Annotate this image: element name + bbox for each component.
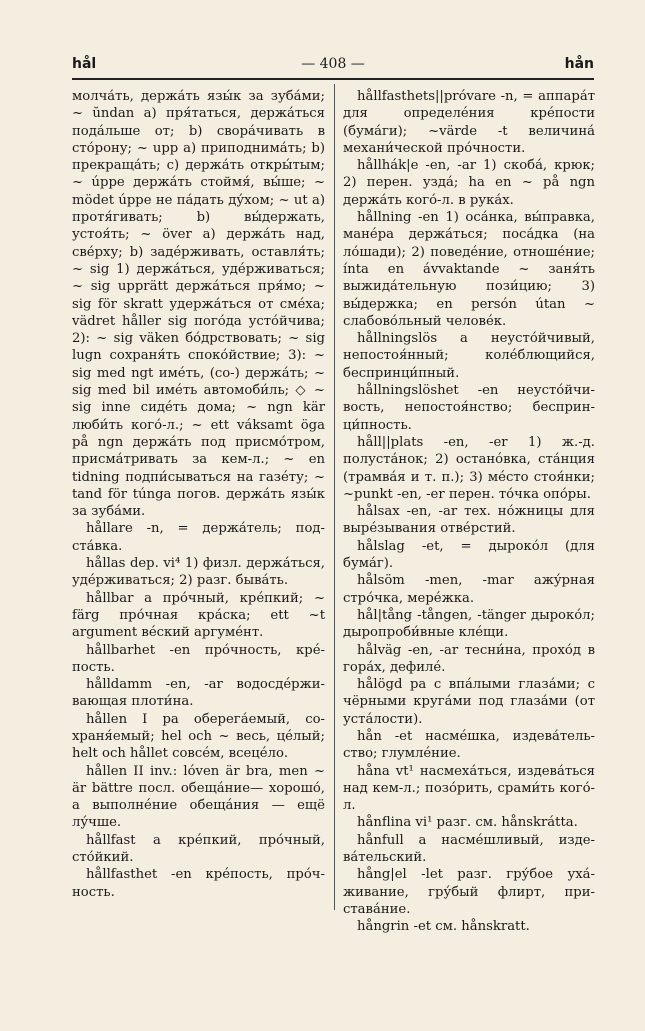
dictionary-entry: hållfasthet -en крéпость, про́чность. xyxy=(72,867,325,900)
dictionary-entry: hånfull a насмéшливый, издева́тельский. xyxy=(343,832,595,866)
page-number: — 408 — xyxy=(301,56,365,72)
header-left-guideword: hål xyxy=(72,56,97,72)
dictionary-entry: hålsöm -men, -mar ажу́рная стро́чка, мерéжка. xyxy=(343,573,595,606)
dictionary-entry: hållfasthets||próvare -n, = аппара́т для определéния крéпости (бума́ги); ~värde -t величина́ механи́ческой про́чности. xyxy=(343,89,595,156)
dictionary-entry: hångrin -et см. hånskratt. xyxy=(357,919,530,935)
header-right-guideword: hån xyxy=(564,56,594,72)
column-divider xyxy=(334,84,335,910)
dictionary-entry: håna vt¹ насмеха́ться, издева́ться над кем-л.; позо́рить, срами́ть кого́-л. xyxy=(343,763,595,814)
dictionary-entry: hållbarhet -en про́чность, крéпость. xyxy=(72,642,325,675)
header-rule xyxy=(72,78,594,80)
dictionary-entry: hållningslös a неусто́йчивый, непостоя́нный; колéблющийся, беспринци́пный. xyxy=(343,331,595,381)
dictionary-entry: hållhák|e -en, -ar 1) скоба́, крюк; 2) перен. узда́; ha en ~ på ngn держа́ть кого́-л. в рука́х. xyxy=(343,158,595,208)
dictionary-entry: håll||plats -en, -er 1) ж.-д. полуста́нок; 2) останóвка, ста́нция (трамва́я и т. п.); 3) мéсто стоя́нки; ~punkt -en, -er перен. то́чка опо́ры. xyxy=(343,434,595,502)
dictionary-entry: hållare -n, = держа́тель; подста́вка. xyxy=(72,521,325,554)
dictionary-entry: hålsax -en, -ar тех. но́жницы для вырéзывания отвéрстий. xyxy=(343,504,595,537)
running-header xyxy=(72,56,594,76)
dictionary-entry: hållas dep. vi⁴ 1) физл. держа́ться, удéрживаться; 2) разг. быва́ть. xyxy=(72,556,325,589)
dictionary-entry: hålldamm -en, -ar водосдéрживающая плоти́на. xyxy=(72,677,325,710)
dictionary-entry: hållen I pa оберега́емый, сохраня́емый; hel och ~ весь, цéлый; helt och hållet совсéм, всецéло. xyxy=(72,711,325,762)
dictionary-entry: hållen II inv.: lóven är bra, men ~ är bättre посл. обещáние— хорошо́, а выполнéние обещáния — ещё лу́чше. xyxy=(72,763,325,831)
dictionary-entry: hålväg -en, -ar тесни́на, прохо́д в гора́х, дефилé. xyxy=(343,642,595,675)
dictionary-entry: hånflina vi¹ разг. см. hånskrátta. xyxy=(357,815,578,831)
right-column xyxy=(343,88,595,936)
dictionary-entry: hång|el -let разг. гру́бое уха́живание, гру́бый флирт, пристава́ние. xyxy=(343,867,595,917)
dictionary-entry: hålögd pa с впа́лыми глаза́ми; с чёрными круга́ми под глаза́ми (от уста́лости). xyxy=(343,677,595,727)
left-column xyxy=(72,88,325,901)
dictionary-entry: hållning -en 1) оса́нка, вы́правка, манéра держа́ться; поса́дка (на ло́шади); 2) поведéние, отношéние; ínta en ávvaktande ~ заня́ть выжида́тельную пози́цию; 3) вы́держка; en persón útan ~ слабово́льный человéк. xyxy=(343,210,595,329)
dictionary-entry: молча́ть, держа́ть язы́к за зуба́ми; ~ ŭndan a) пря́таться, держа́ться пода́льше от; b) свора́чивать в сто́рону; ~ upp a) приподнима́ть; b) прекраща́ть; c) держа́ть откры́тым; ~ úppe держа́ть стоймя́, вы́ше; ~ mödet úppe не па́дать ду́хом; ~ ut a) протя́гивать; b) вы́держать, устоя́ть; ~ över a) держа́ть над, све́рху; b) задéрживать, оставля́ть; ~ sig 1) держа́ться, удéрживаться; ~ sig upprätt держа́ться пря́мо; ~ sig för skratt удержа́ться от смéха; vädret håller sig пого́да усто́йчива; 2): ~ sig väken бо́дрствовать; ~ sig lugn сохраня́ть споко́йствие; 3): ~ sig med ngt имéть, (со-) держа́ть; ~ sig med bil имéть автомоби́ль; ◇ ~ sig inne сидéть дома; ~ ngn kär люби́ть кого́-л.; ~ ett váksamt öga på ngn держа́ть под присмо́тром, присма́тривать за кем-л.; ~ en tidning подпи́сываться на газéту; ~ tand för túnga погов. держа́ть язы́к за зуба́ми. xyxy=(72,89,325,520)
dictionary-entry: hållbar a про́чный, крéпкий; ~ färg про́чная кра́ска; ett ~t argument вéский аргумéнт. xyxy=(72,590,325,641)
dictionary-entry: hål|tång -tången, -tänger дыроко́л; дыропроби́вные клéщи. xyxy=(343,607,595,641)
dictionary-entry: hålslag -et, = дыроко́л (для бума́г). xyxy=(343,538,595,572)
dictionary-entry: hållfast a крéпкий, про́чный, сто́йкий. xyxy=(72,832,325,866)
dictionary-entry: hållningslöshet -en неусто́йчивость, непостоя́нство; беспринци́пность. xyxy=(343,383,595,433)
dictionary-entry: hån -et насмéшка, издева́тельство; глумлéние. xyxy=(343,728,595,762)
